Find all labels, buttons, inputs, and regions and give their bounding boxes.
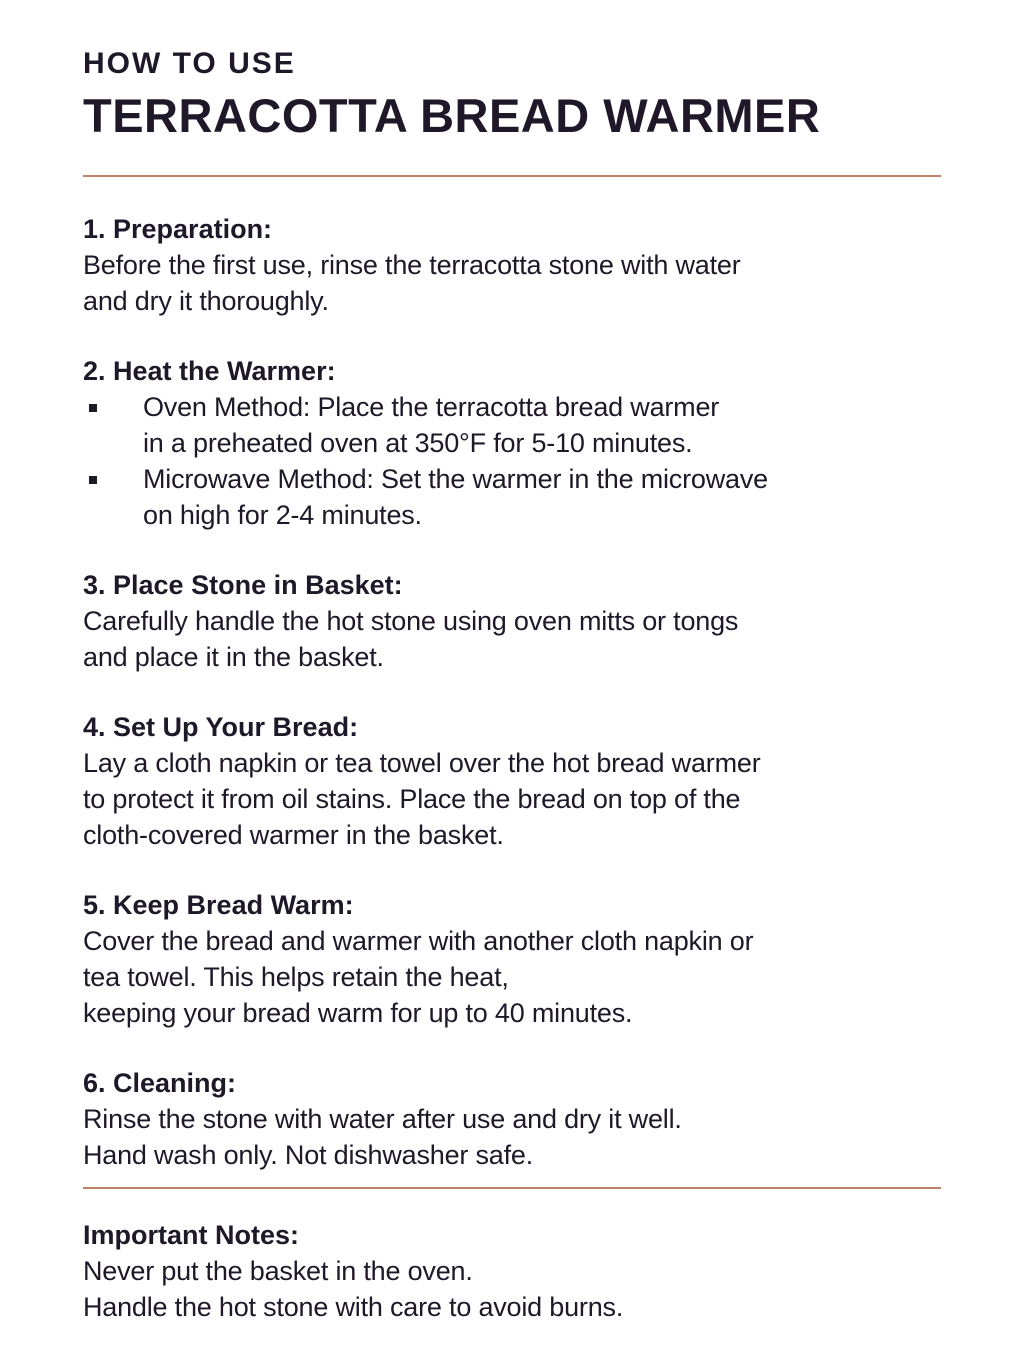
eyebrow-title: HOW TO USE (83, 47, 296, 80)
body-line: Before the first use, rinse the terracotta stone with water (83, 250, 741, 280)
section-heading: 6. Cleaning: (83, 1068, 237, 1098)
body-line: on high for 2-4 minutes. (143, 500, 422, 530)
list-item (83, 389, 941, 461)
divider-bottom (83, 1187, 941, 1189)
divider-top (83, 175, 941, 177)
list-item (83, 461, 941, 533)
body-line: to protect it from oil stains. Place the bread on top of the (83, 784, 741, 814)
section-place-stone-in-basket (83, 567, 941, 675)
section-heat-the-warmer (83, 353, 941, 533)
list-item-text (143, 461, 768, 533)
body-line: Carefully handle the hot stone using oven mitts or tongs (83, 606, 739, 636)
body-line: Cover the bread and warmer with another cloth napkin or (83, 926, 754, 956)
body-line: Never put the basket in the oven. (83, 1256, 473, 1286)
section-heading: 1. Preparation: (83, 214, 273, 244)
body-line: Oven Method: Place the terracotta bread warmer (143, 392, 720, 422)
body-line: and place it in the basket. (83, 642, 384, 672)
section-heading: 4. Set Up Your Bread: (83, 712, 359, 742)
section-important-notes (83, 1217, 941, 1325)
body-line: in a preheated oven at 350°F for 5-10 minutes. (143, 428, 693, 458)
header (83, 46, 941, 142)
body-line: Handle the hot stone with care to avoid burns. (83, 1292, 624, 1322)
body-line: cloth-covered warmer in the basket. (83, 820, 504, 850)
body-line: keeping your bread warm for up to 40 minutes. (83, 998, 633, 1028)
body-line: Lay a cloth napkin or tea towel over the hot bread warmer (83, 748, 761, 778)
page-title: TERRACOTTA BREAD WARMER (83, 89, 821, 142)
square-bullet-icon (89, 404, 97, 412)
section-cleaning (83, 1065, 941, 1173)
section-keep-bread-warm (83, 887, 941, 1031)
section-set-up-your-bread (83, 709, 941, 853)
list-item-text (143, 389, 719, 461)
section-heading: 2. Heat the Warmer: (83, 356, 336, 386)
body-line: Hand wash only. Not dishwasher safe. (83, 1140, 534, 1170)
section-heading: Important Notes: (83, 1220, 299, 1250)
section-heading: 5. Keep Bread Warm: (83, 890, 354, 920)
body-line: Microwave Method: Set the warmer in the microwave (143, 464, 768, 494)
body-line: Rinse the stone with water after use and dry it well. (83, 1104, 682, 1134)
body-line: and dry it thoroughly. (83, 286, 329, 316)
section-heading: 3. Place Stone in Basket: (83, 570, 403, 600)
section-preparation (83, 211, 941, 319)
body-line: tea towel. This helps retain the heat, (83, 962, 509, 992)
square-bullet-icon (89, 476, 97, 484)
